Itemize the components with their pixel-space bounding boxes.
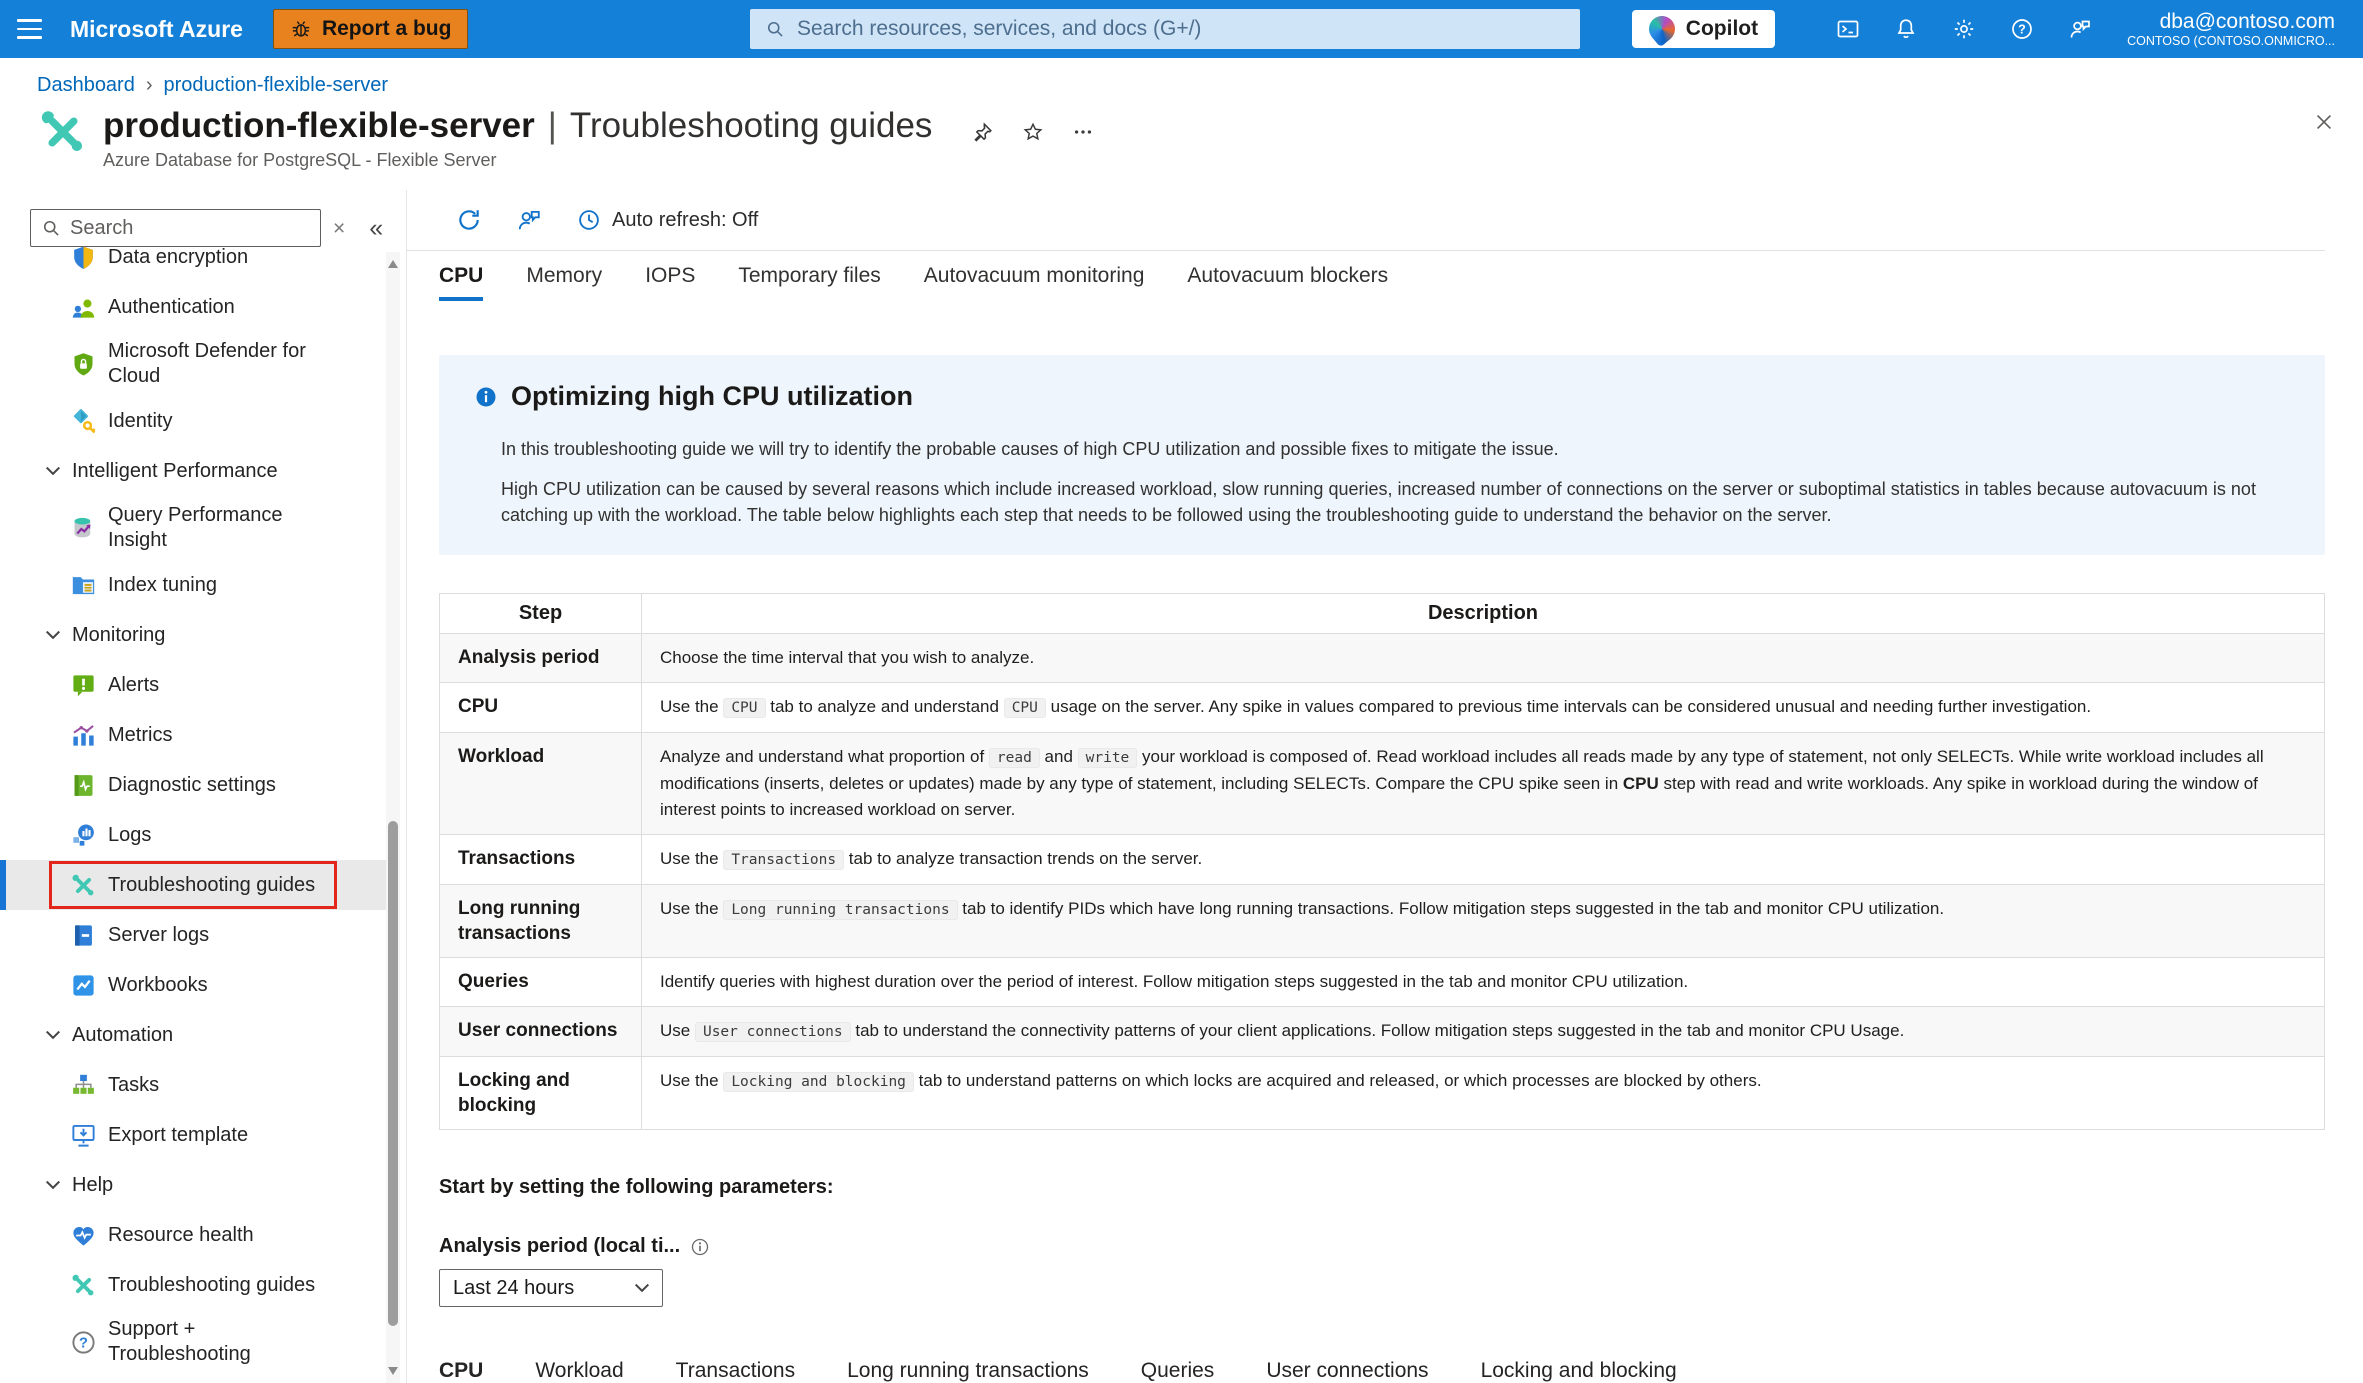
- favorite-star-icon[interactable]: [1022, 121, 1044, 143]
- section-tab-queries[interactable]: Queries: [1140, 1359, 1215, 1382]
- bell-icon: [1894, 17, 1918, 41]
- auto-refresh-label: Auto refresh: Off: [612, 208, 759, 231]
- report-a-bug-button[interactable]: [273, 9, 469, 49]
- bug-icon: [290, 18, 312, 40]
- server-logs-icon: [70, 922, 97, 949]
- description-cell: Use the Locking and blocking tab to understand patterns on which locks are acquired and released, or which processes are blocked by others.: [642, 1057, 2325, 1130]
- table-row: [440, 1007, 2325, 1057]
- clock-icon: [576, 207, 602, 233]
- sidebar-item-label: Support + Troubleshooting: [108, 1318, 251, 1365]
- info-banner: [439, 355, 2325, 555]
- section-tab-workload[interactable]: Workload: [535, 1359, 624, 1382]
- sidebar-item-label: Diagnostic settings: [108, 773, 276, 796]
- blade-toolbar: [407, 190, 2325, 251]
- inline-code-chip: User connections: [695, 1022, 851, 1042]
- table-row: [440, 1057, 2325, 1130]
- sidebar-item-label: Metrics: [108, 723, 173, 746]
- sidebar-group-label: Automation: [72, 1023, 174, 1046]
- identity-icon: [70, 408, 97, 435]
- sidebar-item-label: Troubleshooting guides: [108, 1273, 316, 1296]
- refresh-icon: [456, 207, 482, 233]
- help-icon: [2010, 17, 2034, 41]
- sidebar-item-logs[interactable]: [0, 810, 386, 860]
- section-tab-locking-and-blocking[interactable]: Locking and blocking: [1480, 1359, 1677, 1382]
- page-title: [103, 106, 1094, 146]
- chevron-down-icon: [45, 1177, 61, 1193]
- banner-title: Optimizing high CPU utilization: [511, 381, 913, 411]
- top-bar: [0, 0, 2363, 58]
- description-cell: Analyze and understand what proportion of read and write your workload is composed of. Read workload includes all reads made by any type of statement, not only SELECTs. While write workload includes all modifications (inserts, deletes or updates) made by any type of statement, including SELECTs. Compare the CPU spike seen in CPU step with read and write workloads. Any spike in workload during the window of interest points to increased workload on server.: [642, 733, 2325, 835]
- table-header-description: Description: [642, 594, 2325, 634]
- inline-code-chip: CPU: [1004, 698, 1046, 718]
- account-tenant: CONTOSO (CONTOSO.ONMICRO...: [2127, 34, 2335, 49]
- section-tab-long-running-transactions[interactable]: Long running transactions: [847, 1359, 1089, 1382]
- sidebar-item-label: Troubleshooting guides: [108, 873, 316, 896]
- section-tab-transactions[interactable]: Transactions: [675, 1359, 796, 1382]
- pin-icon[interactable]: [972, 121, 994, 143]
- sidebar-item-label: Microsoft Defender for Cloud: [108, 340, 306, 387]
- step-cell: Queries: [440, 958, 642, 1007]
- step-cell: Analysis period: [440, 634, 642, 683]
- sidebar-group-label: Intelligent Performance: [72, 459, 278, 482]
- step-cell: Locking and blocking: [440, 1057, 642, 1130]
- feedback-icon: [2068, 17, 2092, 41]
- sidebar-item-label: Data encryption: [108, 245, 249, 268]
- diagnostic-settings-icon: [70, 772, 97, 799]
- section-tab-cpu[interactable]: CPU: [439, 1359, 484, 1382]
- sidebar-item-support-troubleshooting[interactable]: [0, 1310, 386, 1374]
- analysis-period-dropdown[interactable]: [439, 1269, 663, 1307]
- sidebar-group-label: Help: [72, 1173, 114, 1196]
- alerts-icon: [70, 672, 97, 699]
- gear-icon: [1952, 17, 1976, 41]
- tasks-icon: [70, 1072, 97, 1099]
- scrollbar-up-arrow[interactable]: [388, 260, 398, 268]
- table-row: [440, 885, 2325, 958]
- breadcrumb-separator: ›: [145, 74, 153, 96]
- tab-cpu[interactable]: CPU: [439, 264, 483, 301]
- tab-temporary-files[interactable]: Temporary files: [738, 264, 881, 287]
- cloud-shell-button[interactable]: [1819, 0, 1877, 58]
- description-cell: Identify queries with highest duration over the period of interest. Follow mitigation steps suggested in the tab and monitor CPU utilization.: [642, 958, 2325, 1007]
- section-tab-user-connections[interactable]: User connections: [1266, 1359, 1429, 1382]
- steps-table: [439, 593, 2325, 1130]
- copilot-label: Copilot: [1685, 17, 1759, 40]
- sidebar-item-authentication[interactable]: [0, 282, 386, 332]
- sidebar-scrollbar: [386, 252, 400, 1383]
- svg-text:?: ?: [79, 1335, 88, 1352]
- account-menu[interactable]: [2127, 9, 2335, 49]
- global-search-input[interactable]: [797, 17, 1565, 41]
- sidebar-item-label: Authentication: [108, 295, 235, 318]
- guide-section-tabs: [439, 1359, 2325, 1383]
- chevron-down-icon: [45, 463, 61, 479]
- sidebar-item-label: Resource health: [108, 1223, 254, 1246]
- sidebar-item-microsoft-defender-for-cloud[interactable]: [0, 332, 386, 396]
- sidebar-item-metrics[interactable]: [0, 710, 386, 760]
- sidebar-menu-list: [0, 247, 386, 1383]
- table-row: [440, 835, 2325, 885]
- description-cell: Choose the time interval that you wish to analyze.: [642, 634, 2325, 683]
- description-cell: Use the Long running transactions tab to identify PIDs which have long running transactions. Follow mitigation steps suggested in the tab and monitor CPU utilization.: [642, 885, 2325, 958]
- query-performance-insight-icon: [70, 515, 97, 542]
- sidebar-item-diagnostic-settings[interactable]: [0, 760, 386, 810]
- table-header-step: Step: [440, 594, 642, 634]
- sidebar-group-label: Monitoring: [72, 623, 166, 646]
- description-cell: Use User connections tab to understand the connectivity patterns of your client applications. Follow mitigation steps suggested in the tab and monitor CPU Usage.: [642, 1007, 2325, 1057]
- table-row: [440, 634, 2325, 683]
- sidebar-item-workbooks[interactable]: [0, 960, 386, 1010]
- table-row: [440, 733, 2325, 835]
- sidebar-item-query-performance-insight[interactable]: [0, 496, 386, 560]
- page-title-resource: production-flexible-server: [103, 106, 535, 145]
- inline-code-chip: Transactions: [723, 850, 844, 870]
- sidebar-search-clear-icon[interactable]: ×: [333, 216, 346, 240]
- logs-icon: [70, 822, 97, 849]
- table-row: [440, 683, 2325, 733]
- tab-iops[interactable]: IOPS: [645, 264, 696, 287]
- banner-paragraph-2: High CPU utilization can be caused by several reasons which include increased workload, slow running queries, increased number of connections on the server or suboptimal statistics in tables because autovacuum is not catching up with the workload. The table below highlights each step that needs to be followed using the troubleshooting guide to understand the behavior on the server.: [501, 479, 2256, 525]
- defender-icon: [70, 351, 97, 378]
- export-template-icon: [70, 1122, 97, 1149]
- resource-health-icon: [70, 1222, 97, 1249]
- scrollbar-thumb[interactable]: [388, 821, 398, 1326]
- analysis-period-label: Analysis period (local ti...: [439, 1235, 681, 1257]
- breadcrumb-dashboard-link[interactable]: Dashboard: [37, 74, 135, 96]
- step-cell: Long running transactions: [440, 885, 642, 958]
- chevron-down-icon: [45, 1027, 61, 1043]
- refresh-button[interactable]: [456, 207, 482, 233]
- tab-memory[interactable]: Memory: [526, 264, 603, 287]
- step-cell: User connections: [440, 1007, 642, 1057]
- sidebar-item-resource-health[interactable]: [0, 1210, 386, 1260]
- resource-menu-sidebar: [0, 190, 407, 1383]
- sidebar-item-troubleshooting-guides[interactable]: [0, 1260, 386, 1310]
- page-subtitle: Azure Database for PostgreSQL - Flexible Server: [103, 150, 497, 170]
- inline-code-chip: Locking and blocking: [723, 1072, 914, 1092]
- troubleshooting-icon: [70, 872, 97, 899]
- close-blade-icon[interactable]: [2313, 111, 2335, 133]
- sidebar-item-label: Alerts: [108, 673, 160, 696]
- app-title: Microsoft Azure: [70, 15, 243, 42]
- chevron-down-icon: [45, 627, 61, 643]
- sidebar-item-label: Query Performance Insight: [108, 504, 283, 551]
- cloud-shell-icon: [1836, 17, 1860, 41]
- sidebar-item-label: Workbooks: [108, 973, 208, 996]
- info-icon: [474, 385, 498, 409]
- metrics-icon: [70, 722, 97, 749]
- report-a-bug-label: Report a bug: [321, 17, 452, 40]
- chevron-down-icon: [634, 1280, 650, 1296]
- sidebar-group-automation[interactable]: [0, 1010, 386, 1060]
- banner-paragraph-1: In this troubleshooting guide we will try to identify the probable causes of high CPU utilization and possible fixes to mitigate the issue.: [501, 439, 1559, 459]
- inline-code-chip: CPU: [723, 698, 765, 718]
- global-search[interactable]: [750, 9, 1580, 49]
- info-tooltip-icon[interactable]: [690, 1237, 710, 1257]
- sidebar-item-label: Export template: [108, 1123, 249, 1146]
- copilot-button[interactable]: [1632, 10, 1775, 48]
- inline-code-chip: Long running transactions: [723, 900, 957, 920]
- description-cell: Use the CPU tab to analyze and understand CPU usage on the server. Any spike in values compared to previous time intervals can be considered unusual and needing further investigation.: [642, 683, 2325, 733]
- page-title-blade: Troubleshooting guides: [569, 106, 933, 145]
- sidebar-item-label: Identity: [108, 409, 173, 432]
- analysis-period-value: Last 24 hours: [453, 1276, 575, 1299]
- sidebar-item-export-template[interactable]: [0, 1110, 386, 1160]
- sidebar-collapse-icon[interactable]: «: [369, 213, 384, 242]
- support-icon: [70, 1329, 97, 1356]
- inline-code-chip: read: [989, 748, 1040, 768]
- page-title-separator: |: [547, 106, 557, 145]
- copilot-logo-icon: [1643, 11, 1680, 48]
- sidebar-item-index-tuning[interactable]: [0, 560, 386, 610]
- data-encryption-icon: [70, 244, 97, 271]
- sidebar-group-intelligent-performance[interactable]: [0, 446, 386, 496]
- sidebar-group-monitoring[interactable]: [0, 610, 386, 660]
- parameters-heading: Start by setting the following parameters:: [439, 1176, 834, 1198]
- guide-tabs: [439, 264, 2325, 301]
- more-options-icon[interactable]: [1072, 121, 1094, 143]
- sidebar-item-data-encryption[interactable]: [0, 232, 386, 282]
- table-row: [440, 958, 2325, 1007]
- auto-refresh-button[interactable]: [576, 207, 758, 233]
- page-header: [0, 97, 2363, 171]
- step-cell: CPU: [440, 683, 642, 733]
- sidebar-item-label: Index tuning: [108, 573, 217, 596]
- feedback-icon: [516, 207, 542, 233]
- sidebar-group-help[interactable]: [0, 1160, 386, 1210]
- breadcrumb: [0, 58, 2363, 97]
- sidebar-item-tasks[interactable]: [0, 1060, 386, 1110]
- hamburger-menu-button[interactable]: [0, 0, 58, 58]
- inline-code-chip: write: [1078, 748, 1138, 768]
- scrollbar-down-arrow[interactable]: [388, 1367, 398, 1375]
- notifications-button[interactable]: [1877, 0, 1935, 58]
- sidebar-item-server-logs[interactable]: [0, 910, 386, 960]
- feedback-command-button[interactable]: [516, 207, 542, 233]
- workbooks-icon: [70, 972, 97, 999]
- troubleshooting-resource-icon: [37, 106, 89, 158]
- description-cell: Use the Transactions tab to analyze transaction trends on the server.: [642, 835, 2325, 885]
- step-cell: Transactions: [440, 835, 642, 885]
- sidebar-item-label: Logs: [108, 823, 152, 846]
- step-cell: Workload: [440, 733, 642, 835]
- sidebar-item-label: Server logs: [108, 923, 210, 946]
- tab-autovacuum-blockers[interactable]: Autovacuum blockers: [1187, 264, 1389, 287]
- tab-autovacuum-monitoring[interactable]: Autovacuum monitoring: [923, 264, 1145, 287]
- search-icon: [765, 19, 785, 39]
- account-email: dba@contoso.com: [2159, 9, 2335, 33]
- main-panel: [407, 190, 2363, 1383]
- troubleshooting-icon: [70, 1272, 97, 1299]
- sidebar-item-identity[interactable]: [0, 396, 386, 446]
- settings-button[interactable]: [1935, 0, 1993, 58]
- help-button[interactable]: [1993, 0, 2051, 58]
- sidebar-item-troubleshooting-guides[interactable]: [0, 860, 386, 910]
- authentication-icon: [70, 294, 97, 321]
- breadcrumb-server-link[interactable]: production-flexible-server: [163, 74, 389, 96]
- feedback-button[interactable]: [2051, 0, 2109, 58]
- sidebar-item-label: Tasks: [108, 1073, 160, 1096]
- svg-text:?: ?: [2018, 22, 2026, 37]
- index-tuning-icon: [70, 572, 97, 599]
- sidebar-item-alerts[interactable]: [0, 660, 386, 710]
